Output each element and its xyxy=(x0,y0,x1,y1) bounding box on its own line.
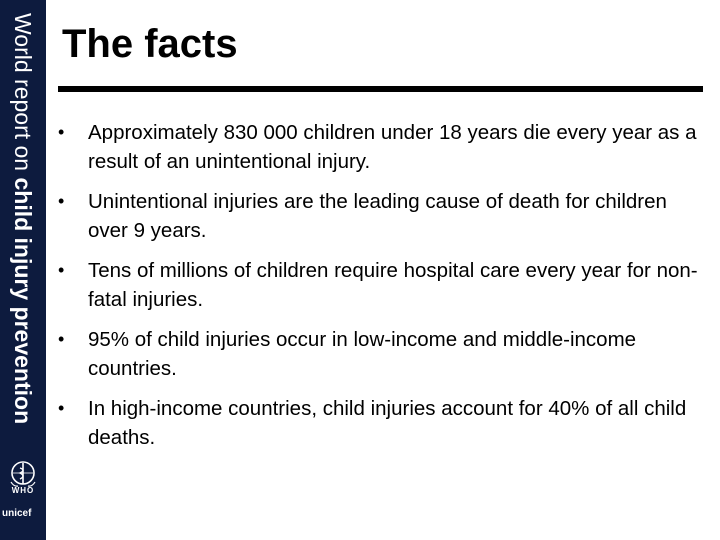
title-divider xyxy=(58,86,703,92)
bullet-text: In high-income countries, child injuries account for 40% of all child deaths. xyxy=(88,397,687,449)
report-title-light: World report on xyxy=(10,13,36,178)
bullet-dot: • xyxy=(58,398,65,418)
bullet-item xyxy=(58,325,698,383)
report-title-vertical xyxy=(6,7,40,425)
bullet-text: Approximately 830 000 children under 18 years die every year as a result of an unintentional injury. xyxy=(88,121,697,173)
bullet-item xyxy=(58,256,698,314)
unicef-logo: unicef xyxy=(2,508,32,519)
who-label: WHO xyxy=(11,486,35,495)
bullet-dot: • xyxy=(58,122,65,142)
bullet-dot: • xyxy=(58,191,65,211)
bullet-dot: • xyxy=(58,260,65,280)
sidebar xyxy=(0,0,46,540)
bullet-text: 95% of child injuries occur in low-income and middle-income countries. xyxy=(88,328,637,380)
report-title-bold: child injury prevention xyxy=(10,177,36,425)
bullet-item xyxy=(58,394,698,452)
bullet-dot: • xyxy=(58,329,65,349)
bullet-list xyxy=(58,118,698,463)
bullet-item xyxy=(58,118,698,176)
bullet-item xyxy=(58,187,698,245)
bullet-text: Unintentional injuries are the leading cause of death for children over 9 years. xyxy=(88,190,667,242)
slide-title: The facts xyxy=(62,22,238,66)
bullet-text: Tens of millions of children require hospital care every year for non-fatal injuries. xyxy=(88,259,698,311)
